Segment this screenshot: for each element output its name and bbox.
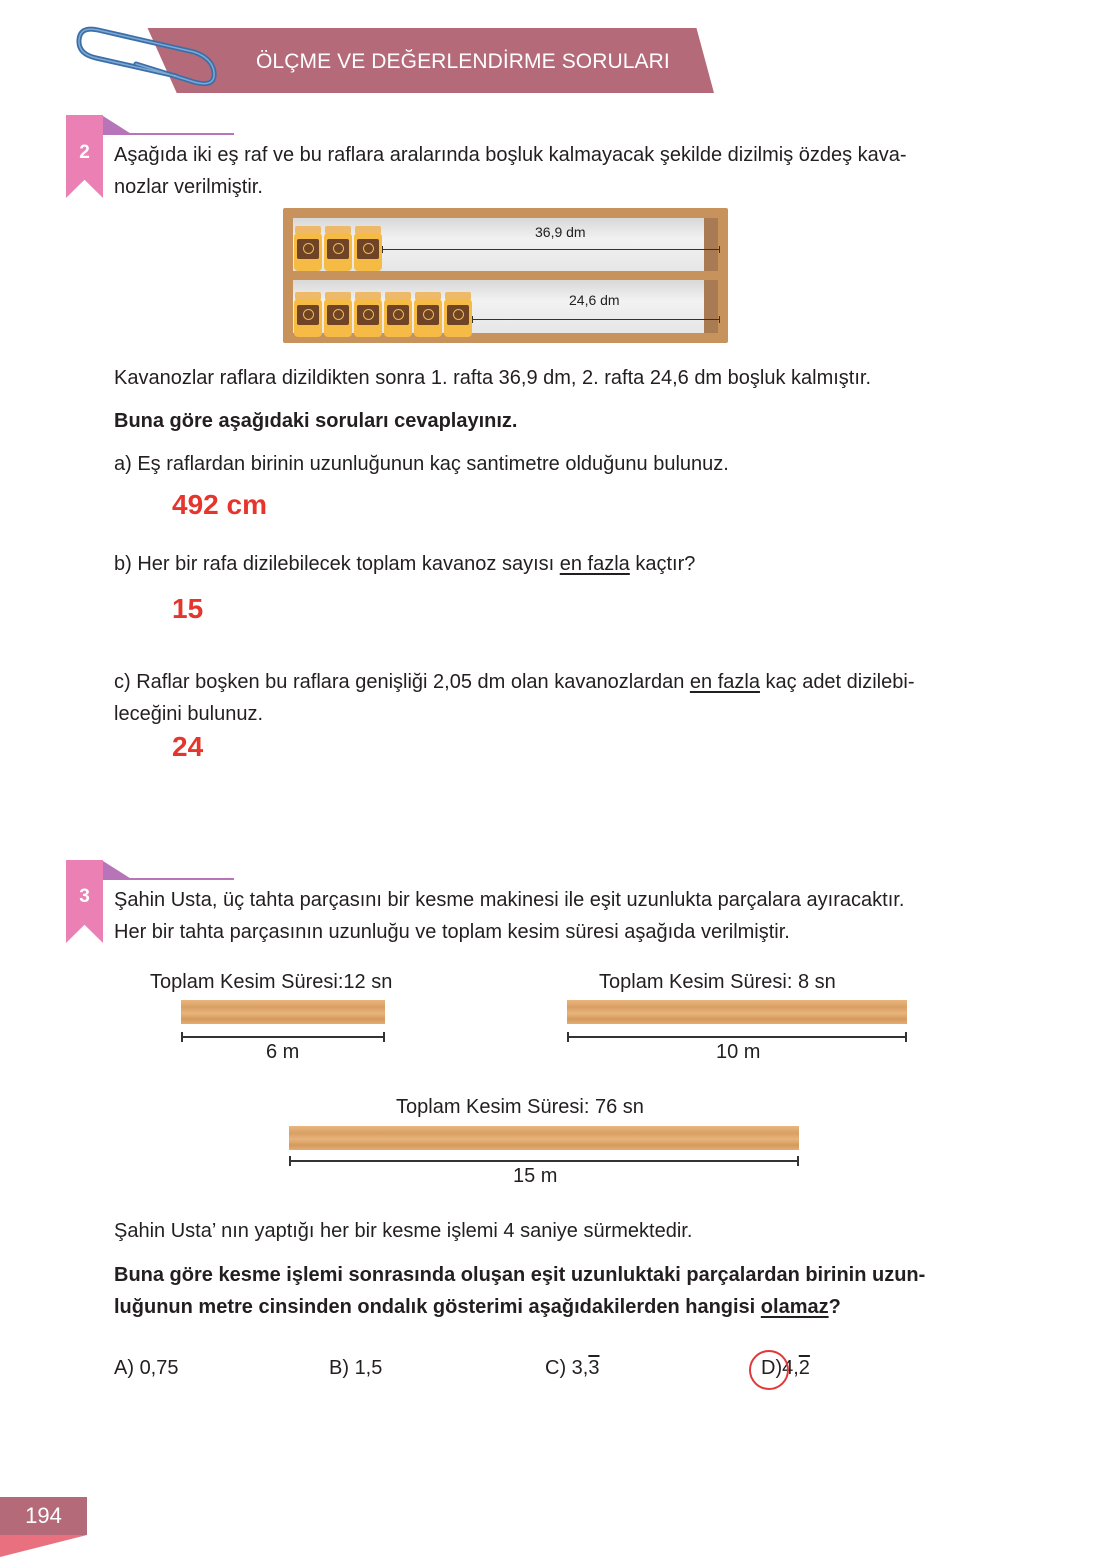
- option-d[interactable]: D)4,2: [761, 1357, 810, 1379]
- page-number: 194: [0, 1497, 87, 1535]
- q3-question-line2: luğunun metre cinsinden ondalık gösterimi aşağıdakilerden hangisi olamaz?: [114, 1296, 841, 1318]
- board2-length: 10 m: [716, 1041, 761, 1063]
- board1-measure: [181, 1036, 385, 1038]
- option-c[interactable]: C) 3,3: [545, 1357, 600, 1379]
- jar: [324, 226, 352, 271]
- board3-length: 15 m: [513, 1165, 558, 1187]
- wood-board-3: [289, 1126, 799, 1150]
- board1-length: 6 m: [266, 1041, 300, 1063]
- shelf-figure: [283, 208, 728, 343]
- jar: [354, 292, 382, 337]
- board2-measure: [567, 1036, 907, 1038]
- page-number-accent: [0, 1535, 87, 1557]
- jar: [294, 292, 322, 337]
- selected-answer-circle: [749, 1350, 789, 1390]
- option-b[interactable]: B) 1,5: [329, 1357, 383, 1379]
- board2-time: Toplam Kesim Süresi: 8 sn: [599, 971, 836, 993]
- q2-intro-line2: nozlar verilmiştir.: [114, 176, 263, 198]
- q3-question-line1: Buna göre kesme işlemi sonrasında oluşan eşit uzunluktaki parçalardan birinin uzun-: [114, 1264, 926, 1286]
- wood-board-1: [181, 1000, 385, 1024]
- q3-intro-line1: Şahin Usta, üç tahta parçasını bir kesme makinesi ile eşit uzunlukta parçalara ayıracaktır.: [114, 889, 905, 911]
- gap-label-1: 36,9 dm: [535, 224, 586, 240]
- q2-statement: Kavanozlar raflara dizildikten sonra 1. rafta 36,9 dm, 2. rafta 24,6 dm boşluk kalmıştır.: [114, 367, 872, 389]
- q2-intro-line1: Aşağıda iki eş raf ve bu raflara aralarında boşluk kalmayacak şekilde dizilmiş özdeş kava-: [114, 144, 907, 166]
- question-number: 3: [79, 886, 90, 907]
- q2c-answer: 24: [172, 731, 204, 762]
- q2c-question-line2: leceğini bulunuz.: [114, 703, 263, 725]
- board1-time: Toplam Kesim Süresi:12 sn: [150, 971, 393, 993]
- option-a[interactable]: A) 0,75: [114, 1357, 179, 1379]
- jar: [324, 292, 352, 337]
- ribbon-line: [103, 878, 234, 880]
- q2a-answer: 492 cm: [172, 489, 267, 520]
- jar: [444, 292, 472, 337]
- q3-statement: Şahin Usta’ nın yaptığı her bir kesme işlemi 4 saniye sürmektedir.: [114, 1220, 693, 1242]
- q2b-answer: 15: [172, 593, 204, 624]
- jar: [384, 292, 412, 337]
- q2-instruction: Buna göre aşağıdaki soruları cevaplayınız.: [114, 410, 518, 432]
- q2b-question: b) Her bir rafa dizilebilecek toplam kavanoz sayısı en fazla kaçtır?: [114, 553, 696, 575]
- section-title: ÖLÇME VE DEĞERLENDİRME SORULARI: [256, 50, 670, 73]
- ribbon-line: [103, 133, 234, 135]
- gap-label-2: 24,6 dm: [569, 292, 620, 308]
- q3-intro-line2: Her bir tahta parçasının uzunluğu ve toplam kesim süresi aşağıda verilmiştir.: [114, 921, 790, 943]
- question-number: 2: [79, 142, 90, 163]
- paperclip-icon: [76, 24, 222, 96]
- jar: [354, 226, 382, 271]
- board3-measure: [289, 1160, 799, 1162]
- q2c-question-line1: c) Raflar boşken bu raflara genişliği 2,05 dm olan kavanozlardan en fazla kaç adet dizilebi-: [114, 671, 915, 693]
- jar: [294, 226, 322, 271]
- jar: [414, 292, 442, 337]
- gap-dimension-2: [472, 319, 720, 320]
- gap-dimension-1: [382, 249, 720, 250]
- board3-time: Toplam Kesim Süresi: 76 sn: [396, 1096, 644, 1118]
- q2a-question: a) Eş raflardan birinin uzunluğunun kaç santimetre olduğunu bulunuz.: [114, 453, 729, 475]
- wood-board-2: [567, 1000, 907, 1024]
